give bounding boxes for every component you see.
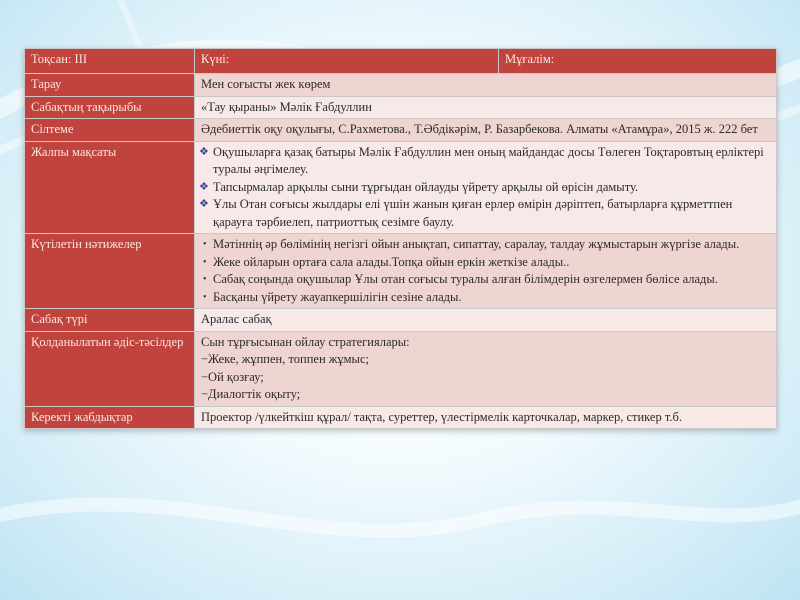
lesson-plan-table: [24, 48, 777, 429]
reference-label: Сілтеме: [25, 119, 195, 142]
topic-row: [25, 96, 777, 119]
outcomes-label: Күтілетін нәтижелер: [25, 234, 195, 309]
methods-line: Сын тұрғысынан ойлау стратегиялары:: [201, 334, 410, 349]
methods-line: −Жеке, жұппен, топпен жұмыс;: [201, 352, 369, 366]
methods-line: −Диалогтік оқыту;: [201, 387, 301, 401]
goal-item: ❖ Оқушыларға қазақ батыры Мәлік Ғабдуллин мен оның майдандас досы Төлеген Тоқтаровтың ерліктері туралы әңгімелеу.: [201, 144, 770, 179]
materials-row: [25, 406, 777, 429]
header-row: [25, 49, 777, 74]
goal-item: ❖ Ұлы Отан соғысы жылдары елі үшін жанын қиған ерлер өмірін дәріптеп, батырларға құрметтпен қарауға тәрбиелеп, патриоттық сезімге баулу.: [201, 196, 770, 231]
goal-list: [201, 144, 770, 232]
goal-row: [25, 141, 777, 234]
outcome-item: • Жеке ойларын ортаға сала алады.Топқа ойын еркін жеткізе алады..: [201, 254, 770, 272]
section-row: [25, 74, 777, 97]
methods-row: [25, 331, 777, 406]
reference-value: Әдебиеттік оқу оқулығы, С.Рахметова., Т.Әбдікәрім, Р. Базарбекова. Алматы «Атамұра», 2015 ж. 222 бет: [195, 119, 777, 142]
methods-value: [195, 331, 777, 406]
lesson-type-row: [25, 309, 777, 332]
materials-label: Керекті жабдықтар: [25, 406, 195, 429]
teacher-label: Мұғалім:: [499, 49, 777, 74]
methods-label: Қолданылатын әдіс-тәсілдер: [25, 331, 195, 406]
outcomes-value: [195, 234, 777, 309]
topic-value: «Тау қыраны» Мәлік Ғабдуллин: [195, 96, 777, 119]
lesson-type-value: Аралас сабақ: [195, 309, 777, 332]
outcomes-row: [25, 234, 777, 309]
outcome-item: • Мәтіннің әр бөлімінің негізгі ойын анықтап, сипаттау, саралау, талдау жұмыстарын жүргізе алады.: [201, 236, 770, 254]
goal-value: [195, 141, 777, 234]
outcomes-list: [201, 236, 770, 306]
goal-label: Жалпы мақсаты: [25, 141, 195, 234]
section-label: Тарау: [25, 74, 195, 97]
outcome-item: • Сабақ соңында оқушылар Ұлы отан соғысы туралы алған білімдерін өзгелермен бөлісе алады.: [201, 271, 770, 289]
methods-line: −Ой қозғау;: [201, 369, 264, 384]
materials-value: Проектор /үлкейткіш құрал/ тақта, суреттер, үлестірмелік карточкалар, маркер, стикер т.б.: [195, 406, 777, 429]
quarter-label: Тоқсан: ІІІ: [25, 49, 195, 74]
topic-label: Сабақтың тақырыбы: [25, 96, 195, 119]
goal-item: ❖ Тапсырмалар арқылы сыни тұрғыдан ойлауды үйрету арқылы ой өрісін дамыту.: [201, 179, 770, 197]
outcome-item: • Басқаны үйрету жауапкершілігін сезіне алады.: [201, 289, 770, 307]
day-label: Күні:: [195, 49, 499, 74]
reference-row: [25, 119, 777, 142]
section-value: Мен соғысты жек көрем: [195, 74, 777, 97]
lesson-type-label: Сабақ түрі: [25, 309, 195, 332]
